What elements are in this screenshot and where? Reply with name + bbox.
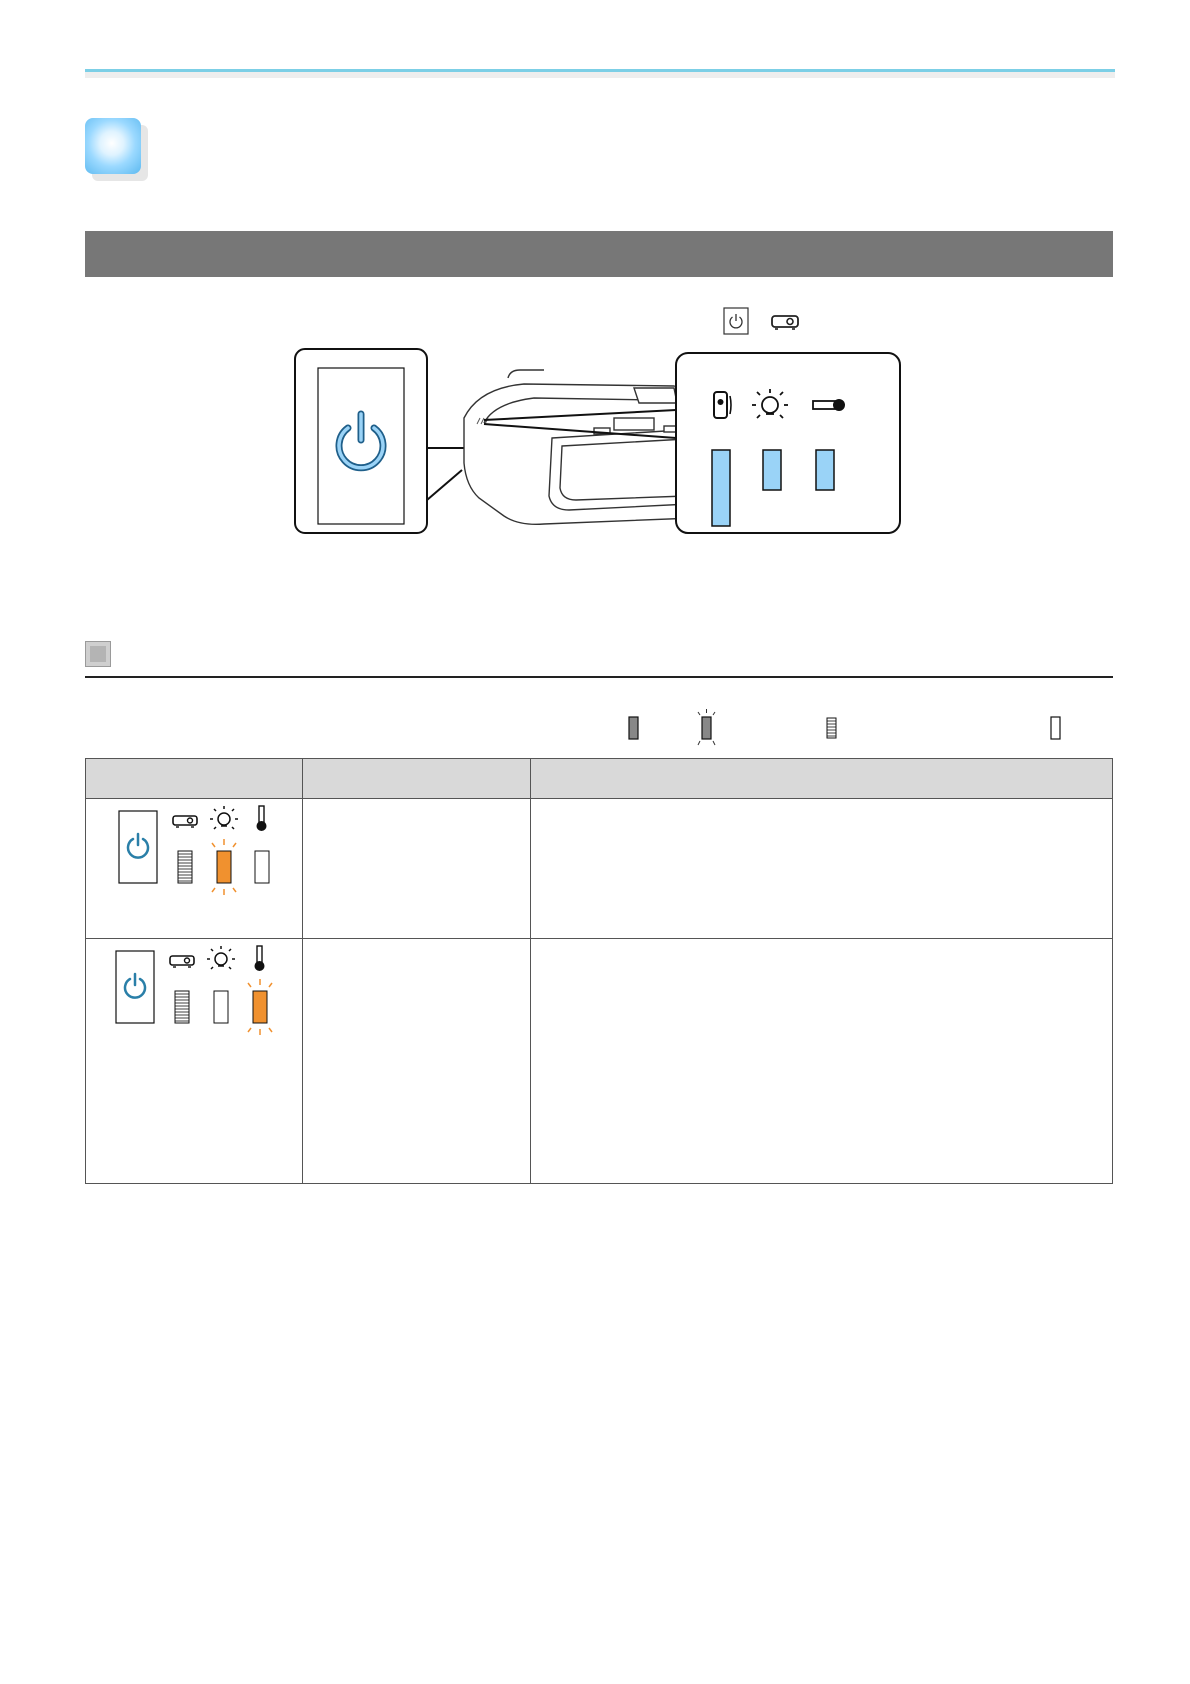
subsection-marker xyxy=(85,641,111,667)
lamp-off-lamp xyxy=(214,991,228,1023)
header-indicator xyxy=(86,759,303,799)
lamp-icon xyxy=(210,806,238,829)
header-remedy xyxy=(531,759,1113,799)
temp-flashing-orange xyxy=(248,979,272,1035)
temp-icon xyxy=(255,946,265,971)
projector-icon xyxy=(772,316,798,329)
section-heading-bar xyxy=(85,231,1113,277)
power-icon xyxy=(724,308,748,334)
subsection-rule xyxy=(85,676,1113,678)
lit-indicator-icon xyxy=(629,717,638,739)
status-varies-lamp xyxy=(178,851,192,883)
table-header-row xyxy=(86,759,1113,799)
row1-indicator-set xyxy=(86,799,302,929)
row1-status xyxy=(303,799,531,939)
flashing-indicator-icon xyxy=(698,709,715,745)
table-row xyxy=(86,939,1113,1184)
table-row xyxy=(86,799,1113,939)
indicator-status-table xyxy=(85,758,1113,1184)
info-bubble-icon xyxy=(85,118,141,174)
row1-remedy xyxy=(531,799,1113,939)
lamp-icon xyxy=(207,946,235,969)
header-status xyxy=(303,759,531,799)
temp-icon xyxy=(257,806,267,831)
status-varies-icon xyxy=(827,718,836,738)
indicator-legend xyxy=(620,708,1070,748)
off-indicator-icon xyxy=(1051,717,1060,739)
status-indicator-lamp xyxy=(712,450,730,526)
inline-icons xyxy=(723,306,803,336)
row2-status xyxy=(303,939,531,1184)
temp-indicator-lamp xyxy=(816,450,834,490)
temp-off-lamp xyxy=(255,851,269,883)
projector-icon xyxy=(170,956,194,967)
temp-indicator-icon xyxy=(813,399,845,411)
lamp-flashing-orange xyxy=(212,839,236,895)
power-button-callout xyxy=(295,349,466,533)
lamp-indicator-lamp xyxy=(763,450,781,490)
power-button-icon xyxy=(119,811,157,883)
status-varies-lamp xyxy=(175,991,189,1023)
header-shade-line xyxy=(85,72,1115,78)
power-button-icon xyxy=(116,951,154,1023)
projector-diagram xyxy=(294,348,902,536)
row1-indicators xyxy=(86,799,303,939)
projector-icon xyxy=(173,816,197,827)
row2-indicators xyxy=(86,939,303,1184)
row2-indicator-set xyxy=(86,939,302,1069)
row2-remedy xyxy=(531,939,1113,1184)
